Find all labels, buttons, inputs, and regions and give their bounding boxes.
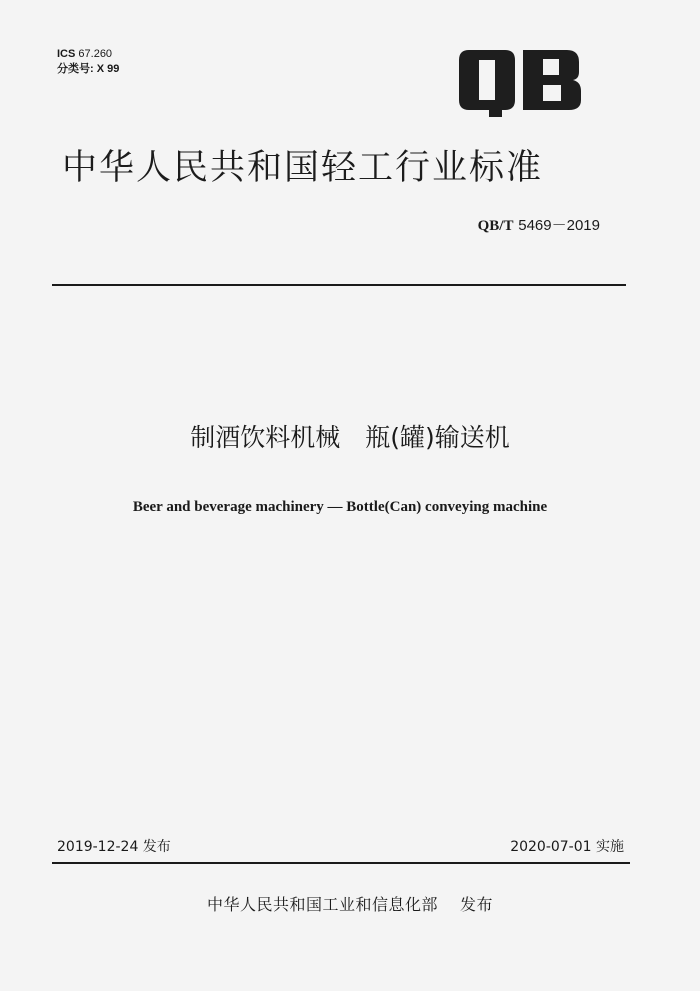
ics-label: ICS xyxy=(57,48,76,60)
standard-category-title: 中华人民共和国轻工行业标准 xyxy=(62,148,544,188)
standard-number-prefix: QB/T xyxy=(477,218,514,234)
category-line xyxy=(57,62,119,77)
ics-line xyxy=(57,47,119,62)
qb-logo xyxy=(455,48,585,118)
ics-value: 67.260 xyxy=(78,48,113,60)
document-title-en: Beer and beverage machinery — Bottle(Can) conveying machine xyxy=(132,499,548,515)
category-value: X 99 xyxy=(96,63,120,75)
issuer-action: 发布 xyxy=(460,895,494,914)
standard-number-value: 5469－2019 xyxy=(518,217,600,234)
publish-date: 2019-12-24 发布 xyxy=(57,839,171,855)
classification-block xyxy=(57,47,119,77)
document-title-cn: 制酒饮料机械 瓶(罐)输送机 xyxy=(190,423,510,452)
category-label: 分类号: xyxy=(57,63,94,75)
implementation-date: 2020-07-01 实施 xyxy=(510,839,624,855)
top-divider xyxy=(52,284,626,286)
issuer-line xyxy=(0,892,700,915)
bottom-divider xyxy=(52,862,630,864)
standard-number xyxy=(478,214,600,235)
issuer-name: 中华人民共和国工业和信息化部 xyxy=(206,895,438,914)
